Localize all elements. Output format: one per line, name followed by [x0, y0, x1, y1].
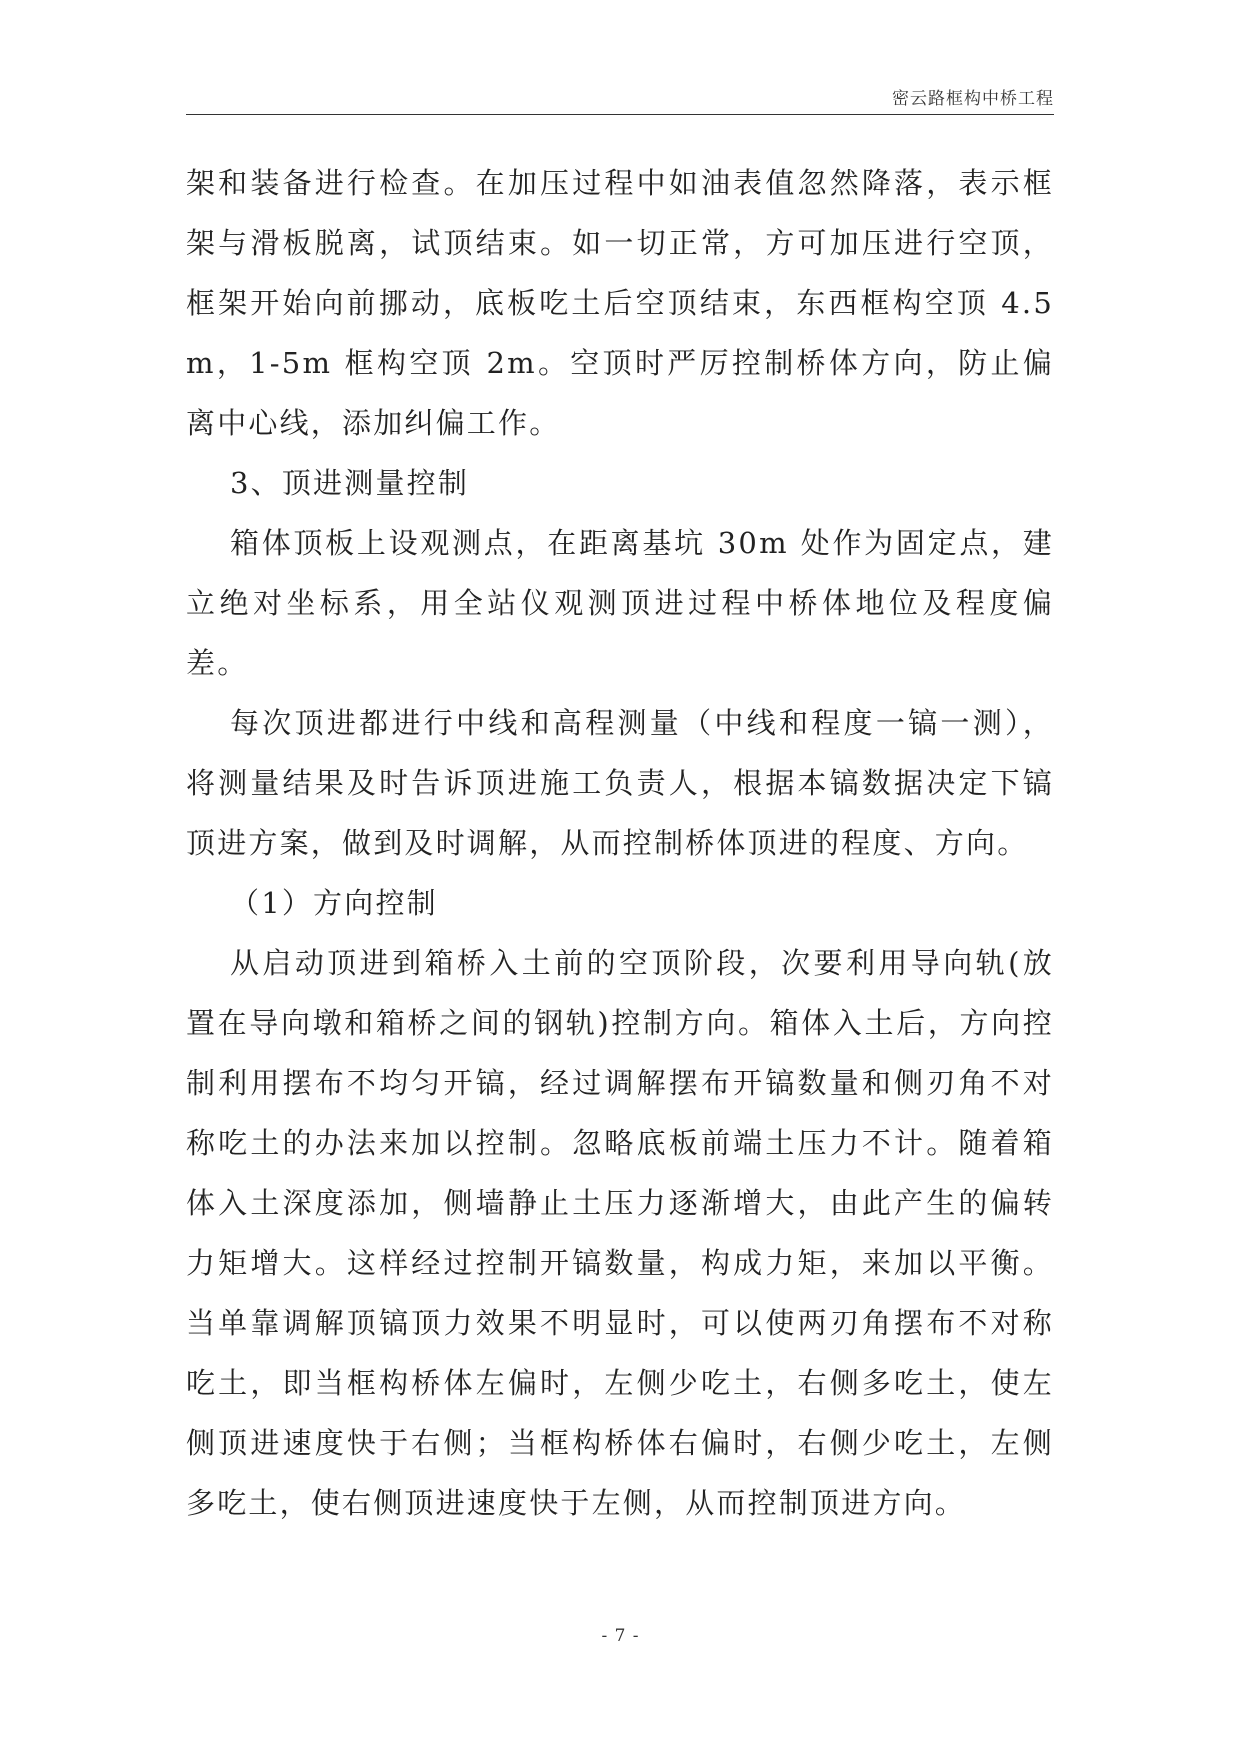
- document-body: [186, 153, 1054, 1533]
- paragraph-observation-points: 箱体顶板上设观测点，在距离基坑 30m 处作为固定点，建立绝对坐标系，用全站仪观测顶进过程中桥体地位及程度偏差。: [186, 526, 1054, 680]
- paragraph-measurement: 每次顶进都进行中线和高程测量（中线和程度一镐一测），将测量结果及时告诉顶进施工负责人，根据本镐数据决定下镐顶进方案，做到及时调解，从而控制桥体顶进的程度、方向。: [186, 706, 1054, 860]
- header-title: 密云路框构中桥工程: [892, 89, 1054, 109]
- subheading-direction-control: （1）方向控制: [230, 886, 438, 920]
- paragraph-direction-control: 从启动顶进到箱桥入土前的空顶阶段，次要利用导向轨(放置在导向墩和箱桥之间的钢轨)控制方向。箱体入土后，方向控制利用摆布不均匀开镐，经过调解摆布开镐数量和侧刃角不对称吃土的办法来加以控制。忽略底板前端土压力不计。随着箱体入土深度添加，侧墙静止土压力逐渐增大，由此产生的偏转力矩增大。这样经过控制开镐数量，构成力矩，来加以平衡。当单靠调解顶镐顶力效果不明显时，可以使两刃角摆布不对称吃土，即当框构桥体左偏时，左侧少吃土，右侧多吃土，使左侧顶进速度快于右侧；当框构桥体右偏时，右侧少吃土，左侧多吃土，使右侧顶进速度快于左侧，从而控制顶进方向。: [186, 946, 1054, 1520]
- page-number: - 7 -: [601, 1626, 640, 1646]
- paragraph-continued: 架和装备进行检查。在加压过程中如油表值忽然降落，表示框架与滑板脱离，试顶结束。如一切正常，方可加压进行空顶，框架开始向前挪动，底板吃土后空顶结束，东西框构空顶 4.5m，1-5m 框构空顶 2m。空顶时严厉控制桥体方向，防止偏离中心线，添加纠偏工作。: [186, 166, 1054, 440]
- section-heading-survey-control: 3、顶进测量控制: [230, 466, 470, 500]
- running-header: [186, 84, 1054, 115]
